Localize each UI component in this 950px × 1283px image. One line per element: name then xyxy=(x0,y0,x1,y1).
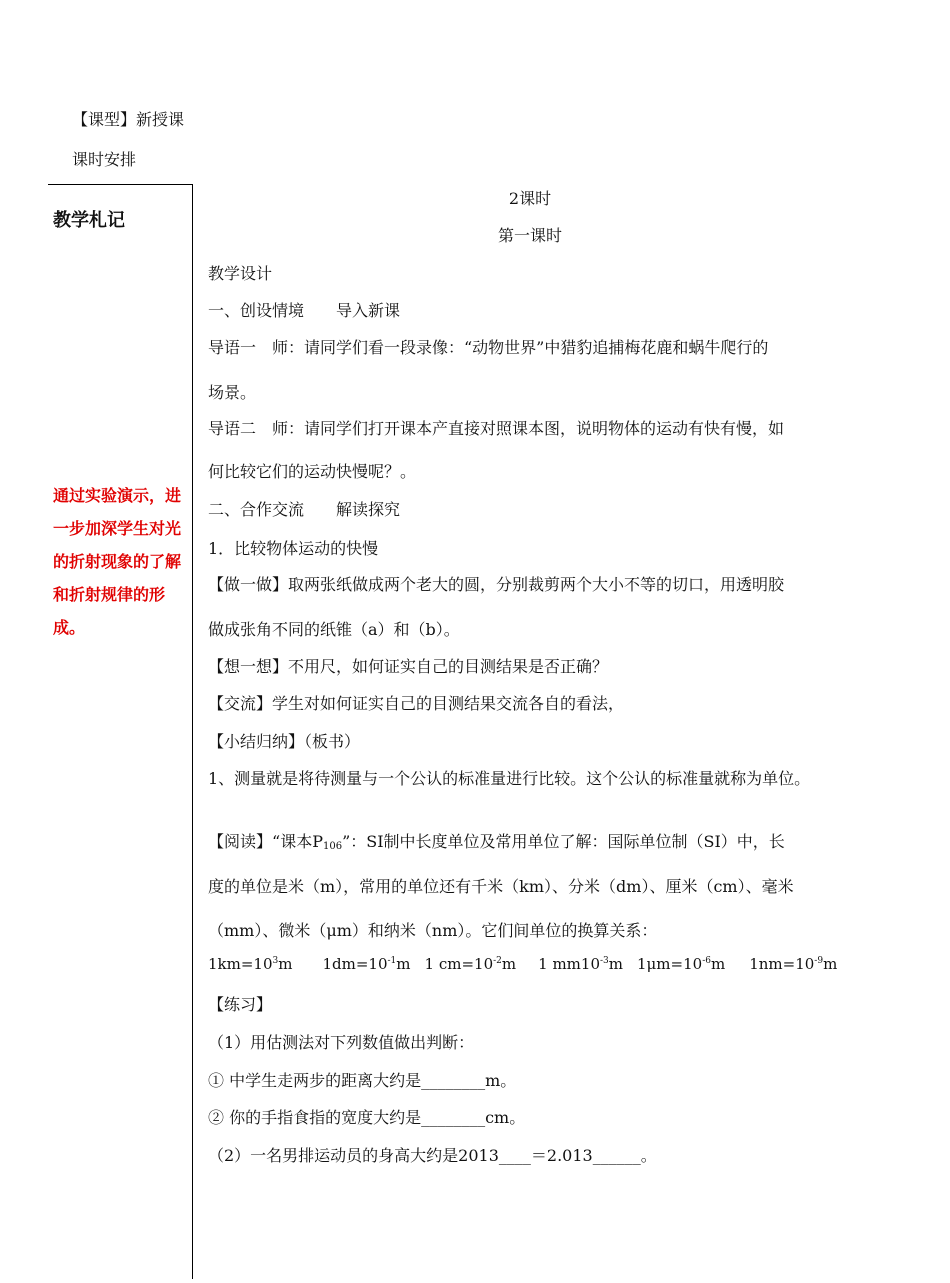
intro-2-line-1: 导语二 师：请同学们打开课本产直接对照课本图，说明物体的运动有快有慢，如 xyxy=(208,419,785,438)
question-1-1: ① 中学生走两步的距离大约是________m。 xyxy=(208,1071,517,1090)
think-line xyxy=(208,654,608,677)
conversion-cm: 1 $cm=10^{-2}m$ xyxy=(424,955,517,973)
summary-tag: 【小结归纳】 xyxy=(208,732,305,751)
question-1-2: ② 你的手指食指的宽度大约是________cm。 xyxy=(208,1108,526,1127)
course-type xyxy=(72,107,184,130)
practice-tag: 【练习】 xyxy=(208,995,273,1014)
schedule-label: 课时安排 xyxy=(72,150,137,169)
reading-text-b: ”：SI制中长度单位及常用单位了解：国际单位制（SI）中，长 xyxy=(342,832,785,851)
course-type-value: 新授课 xyxy=(136,110,185,129)
summary-text: 1、测量就是将待测量与一个公认的标准量进行比较。这个公认的标准量就称为单位。 xyxy=(208,769,811,788)
do-it-tag: 【做一做】 xyxy=(208,575,289,594)
do-it-line-1 xyxy=(208,572,784,595)
conversion-mm: 1 $mm10^{-3}m$ xyxy=(538,955,624,973)
think-text: 不用尺，如何证实自己的目测结果是否正确？ xyxy=(288,657,609,676)
reading-line-1 xyxy=(208,829,785,852)
question-2: （2）一名男排运动员的身高大约是2013____＝2.013______。 xyxy=(208,1146,657,1165)
reading-line-3: （mm）、微米（μm）和纳米（nm）。它们间单位的换算关系： xyxy=(208,921,658,940)
reading-tag: 【阅读】 xyxy=(208,832,273,851)
table-column-divider xyxy=(192,184,193,1279)
summary-note: （板书） xyxy=(304,732,361,751)
reading-line-2: 度的单位是米（m），常用的单位还有千米（km）、分米（dm）、厘米（cm）、毫米 xyxy=(208,877,794,896)
section-1-heading: 一、创设情境 导入新课 xyxy=(208,301,401,320)
course-type-label: 【课型】 xyxy=(72,110,137,129)
exchange-line xyxy=(208,691,624,714)
lesson-title: 第一课时 xyxy=(497,226,562,245)
conversion-dm: $1dm=10^{-1}m$ xyxy=(322,955,411,973)
intro-1-line-2: 场景。 xyxy=(208,383,257,402)
design-heading: 教学设计 xyxy=(208,264,273,283)
conversion-km: $1km=10^3m$ xyxy=(208,955,293,973)
lesson-hours: 2课时 xyxy=(508,189,552,208)
do-it-text: 取两张纸做成两个老大的圆，分别裁剪两个大小不等的切口，用透明胶 xyxy=(288,575,785,594)
sidebar-title: 教学札记 xyxy=(53,210,125,231)
conversion-um: $1\mu m=10^{-6}m$ xyxy=(637,955,726,973)
reading-text-a: “课本P xyxy=(272,832,323,851)
summary-line xyxy=(208,729,360,752)
think-tag: 【想一想】 xyxy=(208,657,289,676)
sidebar-note: 通过实验演示，进一步加深学生对光的折射现象的了解和折射规律的形成。 xyxy=(53,486,182,637)
section-2-heading: 二、合作交流 解读探究 xyxy=(208,500,401,519)
do-it-line-2: 做成张角不同的纸锥（a）和（b）。 xyxy=(208,620,460,639)
question-1: （1）用估测法对下列数值做出判断： xyxy=(208,1033,475,1052)
intro-1-line-1: 导语一 师：请同学们看一段录像：“动物世界”中猎豹追捕梅花鹿和蜗牛爬行的 xyxy=(208,338,769,357)
conversion-nm: $1nm=10^{-9}m$ xyxy=(749,955,838,973)
exchange-text: 学生对如何证实自己的目测结果交流各自的看法， xyxy=(272,694,625,713)
exchange-tag: 【交流】 xyxy=(208,694,273,713)
reading-page-number: 106 xyxy=(322,841,343,852)
item-1-heading: 1．比较物体运动的快慢 xyxy=(208,539,379,558)
intro-2-line-2: 何比较它们的运动快慢呢？。 xyxy=(208,462,417,481)
unit-conversion-row xyxy=(208,955,837,973)
table-top-border xyxy=(48,184,192,185)
